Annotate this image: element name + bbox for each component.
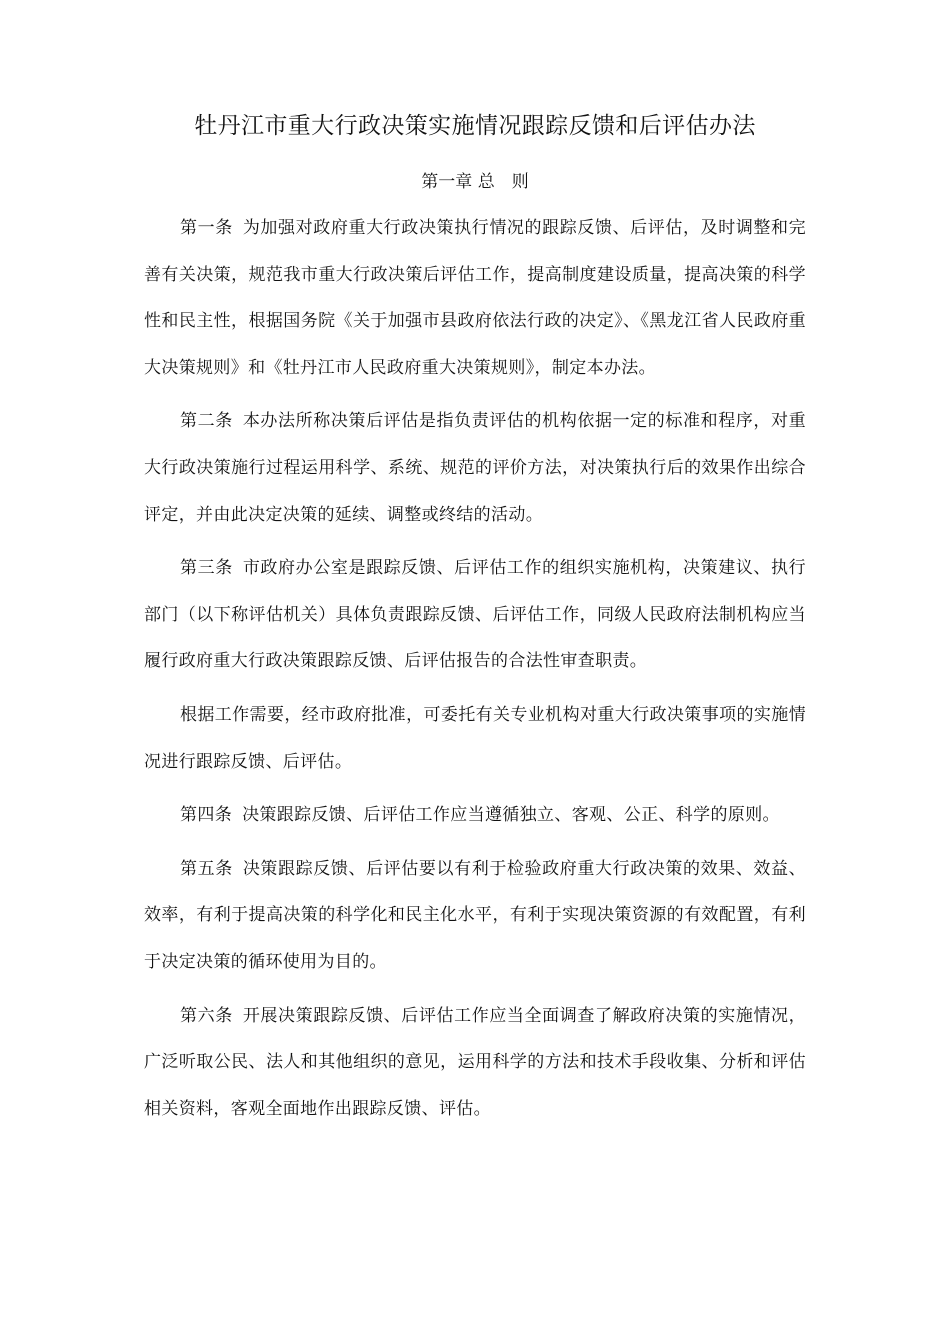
article-5 bbox=[144, 846, 806, 986]
article-text: 为加强对政府重大行政决策执行情况的跟踪反馈、后评估，及时调整和完善有关决策，规范我市重大行政决策后评估工作，提高制度建设质量，提高决策的科学性和民主性，根据国务院《关于加强市县政府依法行政的决定》、《黑龙江省人民政府重大决策规则》和《牡丹江市人民政府重大决策规则》，制定本办法。 bbox=[144, 218, 806, 378]
article-2 bbox=[144, 398, 806, 538]
article-text: 开展决策跟踪反馈、后评估工作应当全面调查了解政府决策的实施情况，广泛听取公民、法人和其他组织的意见，运用科学的方法和技术手段收集、分析和评估相关资料，客观全面地作出跟踪反馈、评估。 bbox=[144, 1005, 806, 1119]
article-1 bbox=[144, 205, 806, 391]
article-4 bbox=[144, 792, 806, 839]
chapter-heading: 第一章 总 则 bbox=[421, 172, 529, 192]
article-number: 第一条 bbox=[180, 218, 233, 238]
article-text: 市政府办公室是跟踪反馈、后评估工作的组织实施机构，决策建议、执行部门（以下称评估机关）具体负责跟踪反馈、后评估工作，同级人民政府法制机构应当履行政府重大行政决策跟踪反馈、后评估报告的合法性审查职责。 bbox=[144, 558, 806, 672]
article-3 bbox=[144, 545, 806, 685]
article-text: 决策跟踪反馈、后评估要以有利于检验政府重大行政决策的效果、效益、效率，有利于提高决策的科学化和民主化水平，有利于实现决策资源的有效配置，有利于决定决策的循环使用为目的。 bbox=[144, 858, 806, 972]
article-number: 第四条 bbox=[180, 805, 233, 826]
article-text: 根据工作需要，经市政府批准，可委托有关专业机构对重大行政决策事项的实施情况进行跟踪反馈、后评估。 bbox=[144, 704, 806, 772]
article-number: 第二条 bbox=[180, 411, 233, 432]
article-text: 决策跟踪反馈、后评估工作应当遵循独立、客观、公正、科学的原则。 bbox=[242, 805, 780, 826]
document-title: 牡丹江市重大行政决策实施情况跟踪反馈和后评估办法 bbox=[194, 113, 756, 139]
article-6 bbox=[144, 993, 806, 1133]
article-number: 第六条 bbox=[180, 1005, 233, 1026]
article-number: 第三条 bbox=[180, 558, 233, 579]
article-number: 第五条 bbox=[180, 858, 233, 879]
article-3-continuation bbox=[144, 692, 806, 785]
document-page bbox=[144, 110, 806, 1132]
article-text: 本办法所称决策后评估是指负责评估的机构依据一定的标准和程序，对重大行政决策施行过程运用科学、系统、规范的评价方法，对决策执行后的效果作出综合评定，并由此决定决策的延续、调整或终结的活动。 bbox=[144, 411, 806, 525]
